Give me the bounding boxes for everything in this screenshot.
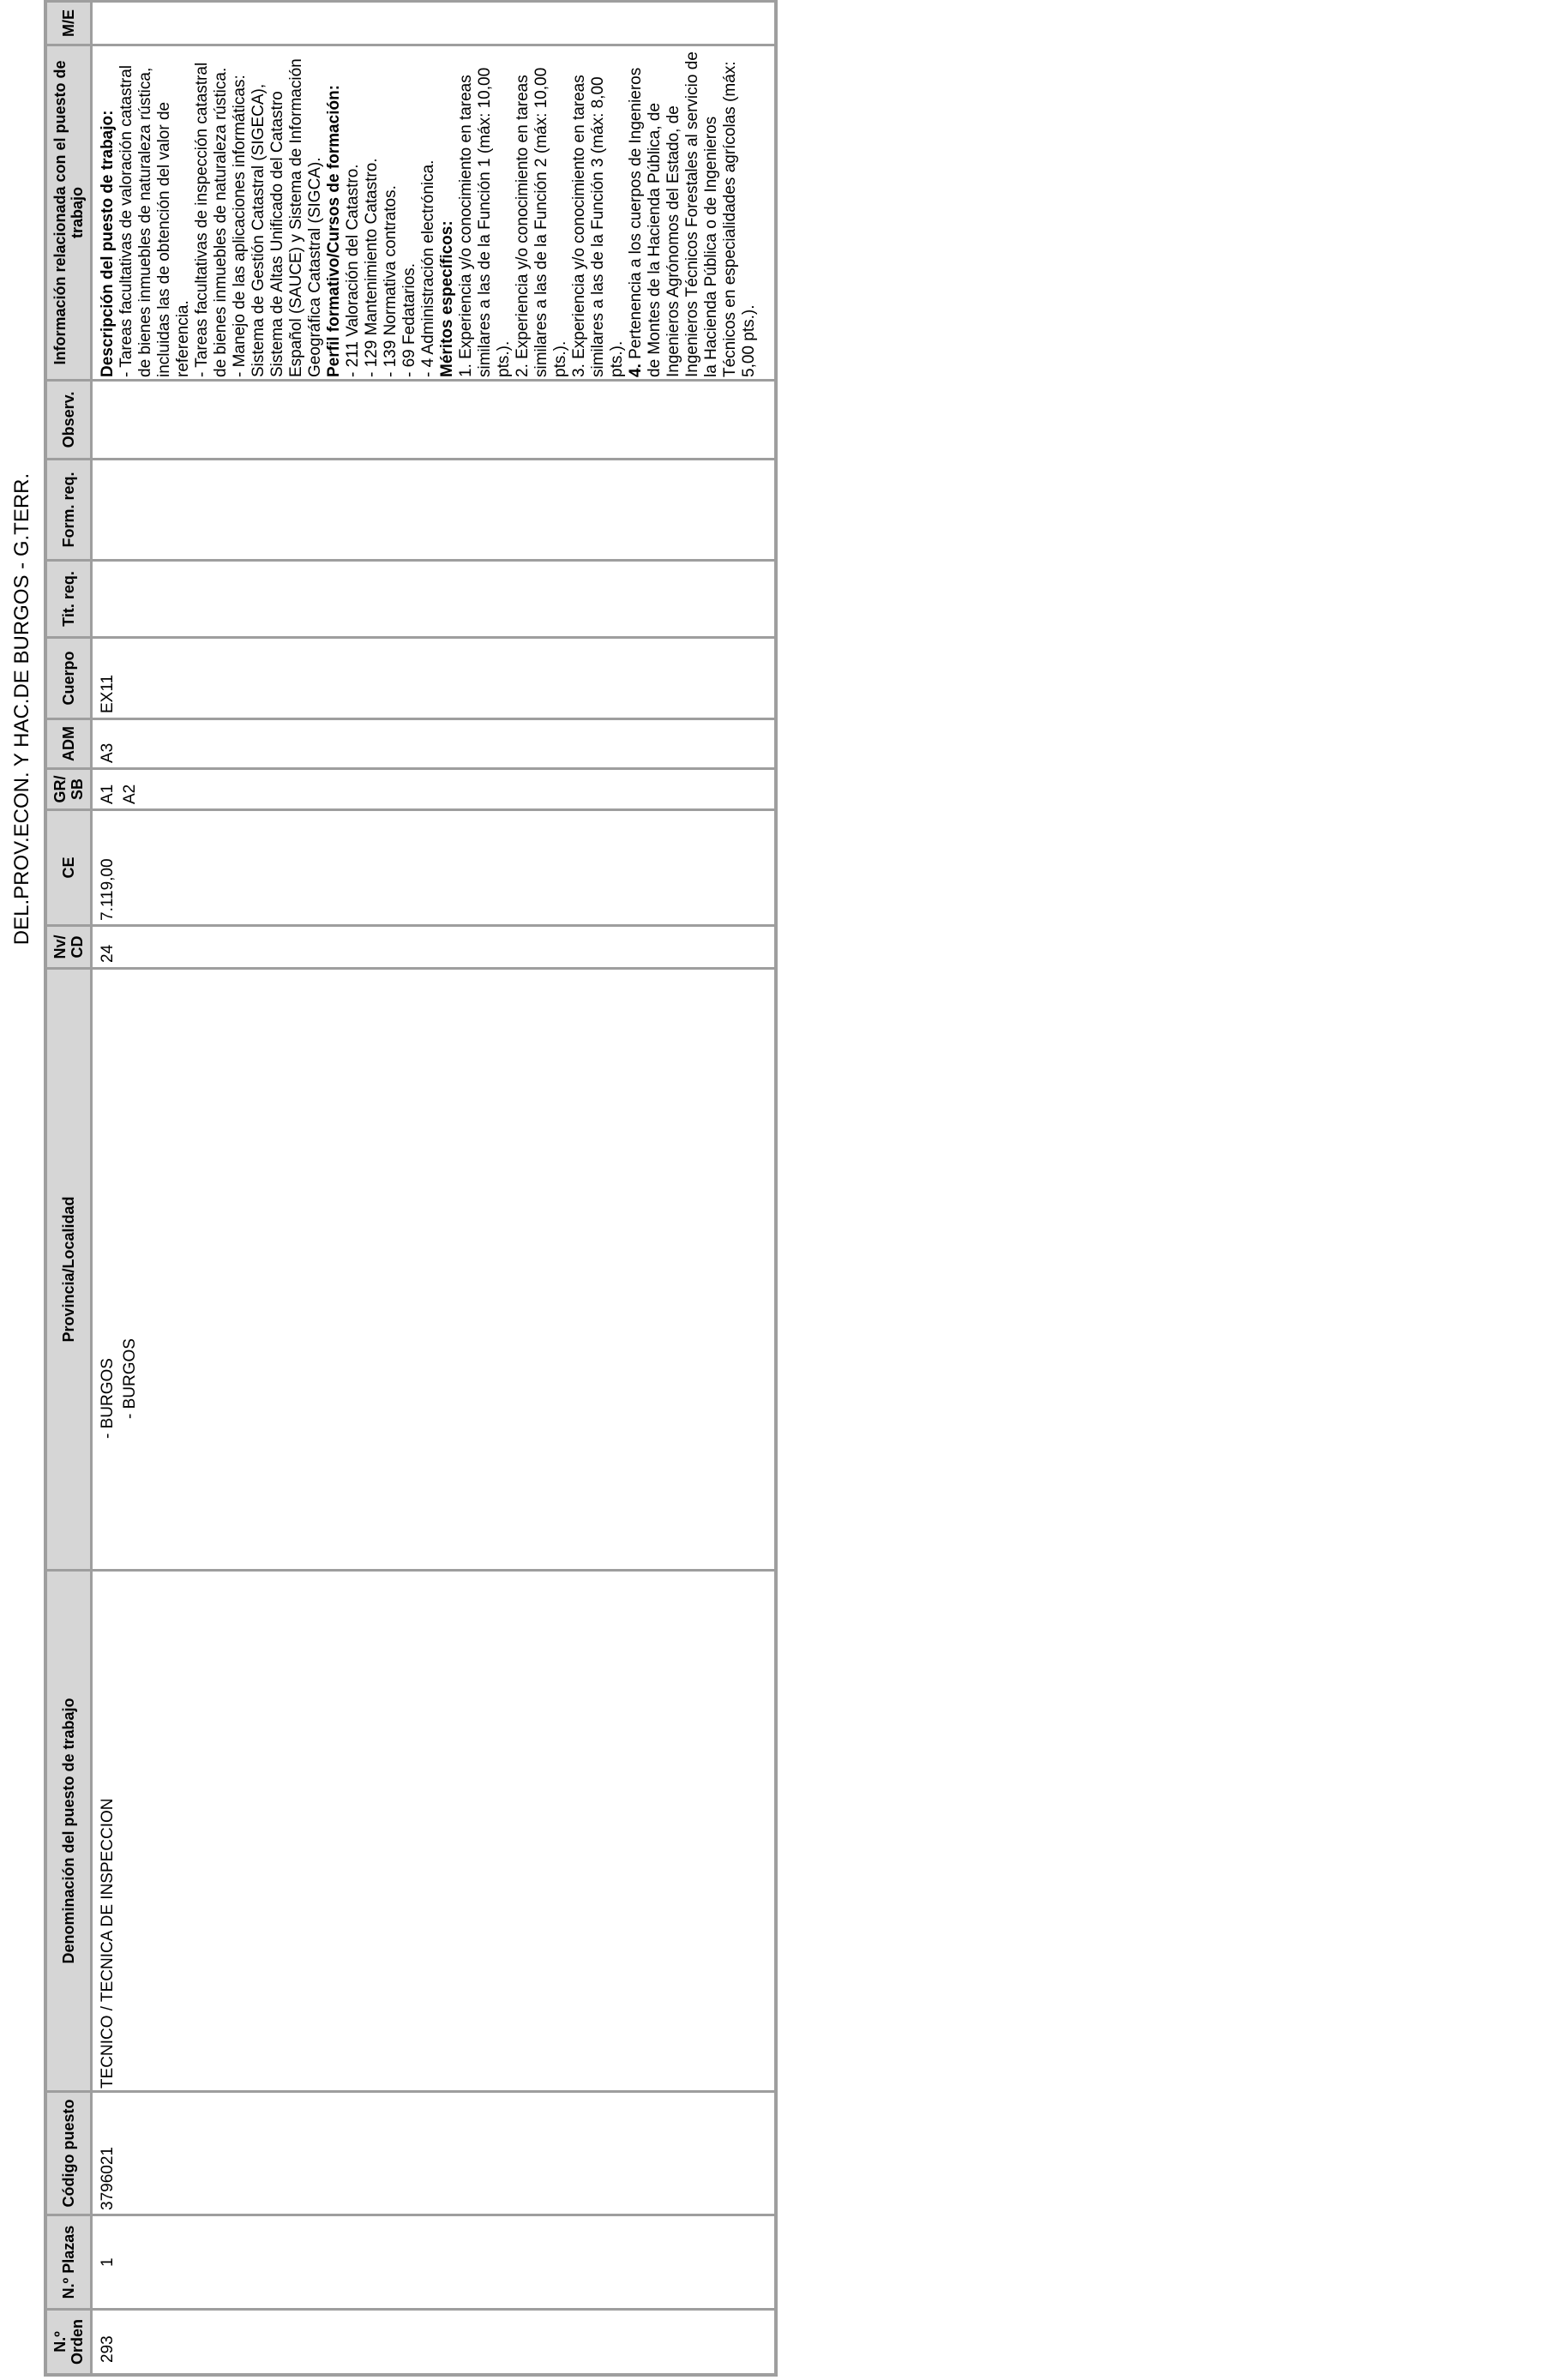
descripcion-item: - Tareas facultativas de valoración catastral de bienes inmuebles de naturaleza rústica, incluidas las de obtención del valor de referencia. [117, 65, 192, 377]
header-codigo: Código puesto [47, 2090, 93, 2214]
meritos-heading: Méritos específicos: [438, 220, 456, 377]
cell-adm: A3 [99, 742, 117, 763]
column-divider [93, 767, 774, 770]
column-divider [93, 2308, 774, 2311]
descripcion-item: - Tareas facultativas de inspección catastral de bienes inmuebles de naturaleza rústica. [193, 62, 230, 377]
perfil-item: - 69 Fedatarios. [400, 262, 418, 377]
perfil-item: - 139 Normativa contratos. [382, 185, 400, 377]
job-table [44, 0, 778, 2377]
cell-orden: 293 [99, 2335, 117, 2363]
column-divider [93, 559, 774, 562]
cell-informacion [99, 51, 759, 377]
header-observaciones: Observ. [47, 379, 93, 458]
cell-codigo: 3796021 [99, 2147, 117, 2210]
perfil-item: - 129 Mantenimiento Catastro. [363, 158, 381, 377]
column-divider [93, 2214, 774, 2216]
header-informacion: Información relacionada con el puesto de trabajo [47, 44, 93, 379]
cell-nivel: 24 [99, 944, 117, 963]
header-adm: ADM [47, 718, 93, 767]
cell-grupo-1: A1 [99, 784, 117, 804]
header-orden: N.º Orden [47, 2308, 93, 2373]
merito-item-4 [627, 51, 759, 377]
column-divider [93, 458, 774, 460]
merito-4-number: 4. [627, 364, 645, 377]
header-titulacion: Tit. req. [47, 559, 93, 636]
perfil-item: - 211 Valoración del Catastro. [344, 164, 362, 377]
cell-denominacion: TECNICO / TECNICA DE INSPECCION [99, 1798, 117, 2089]
cell-grupo-2: A2 [121, 784, 139, 804]
column-divider [93, 44, 774, 46]
perfil-item: - 4 Administración electrónica. [419, 159, 437, 377]
header-merito: M/E [47, 3, 93, 44]
header-ce: CE [47, 808, 93, 924]
merito-4-text: Pertenencia a los cuerpos de Ingenieros de Montes de la Hacienda Pública, de Ingenieros Agrónomos del Estado, de Ingenieros Técnicos Forestales al servicio de la Hacienda Pública o de Ingenieros Técnicos en especialidades agrícolas (máx: 5,00 pts.). [627, 51, 758, 377]
merito-item: 2. Experiencia y/o conocimiento en tareas similares a las de la Función 2 (máx: 10,00 pts.). [514, 67, 569, 377]
column-divider [93, 379, 774, 382]
column-divider [93, 2090, 774, 2093]
descripcion-heading: Descripción del puesto de trabajo: [99, 110, 117, 377]
cell-cuerpo: EX11 [99, 674, 117, 713]
column-divider [93, 924, 774, 927]
column-divider [93, 636, 774, 639]
descripcion-item: - Manejo de las aplicaciones informáticas: Sistema de Gestión Catastral (SIGECA), Sistema de Altas Unificado del Catastro Español (SAUCE) y Sistema de Información Geográfica Catastral (SIGCA). [231, 58, 324, 377]
header-nivel: Nv/ CD [47, 924, 93, 967]
cell-provincia-2: - BURGOS [121, 1338, 139, 1419]
header-provincia: Provincia/Localidad [47, 967, 93, 1569]
page-title: DEL.PROV.ECON. Y HAC.DE BURGOS - G.TERR. [10, 472, 33, 946]
merito-item: 1. Experiencia y/o conocimiento en tareas similares a las de la Función 1 (máx: 10,00 pts.). [457, 67, 513, 377]
column-divider [93, 967, 774, 970]
merito-item: 3. Experiencia y/o conocimiento en tareas similares a las de la Función 3 (máx: 8,00 pts.). [570, 75, 626, 377]
header-denominacion: Denominación del puesto de trabajo [47, 1569, 93, 2090]
header-cuerpo: Cuerpo [47, 636, 93, 718]
header-grupo: GR/ SB [47, 767, 93, 808]
column-divider [93, 718, 774, 720]
perfil-heading: Perfil formativo/Cursos de formación: [325, 84, 343, 377]
cell-provincia-1: - BURGOS [99, 1358, 117, 1439]
header-formacion: Form. req. [47, 458, 93, 559]
header-plazas: N.º Plazas [47, 2214, 93, 2308]
column-divider [93, 1569, 774, 1572]
column-divider [93, 808, 774, 811]
cell-ce: 7.119,00 [99, 858, 117, 921]
cell-plazas: 1 [99, 2257, 117, 2267]
